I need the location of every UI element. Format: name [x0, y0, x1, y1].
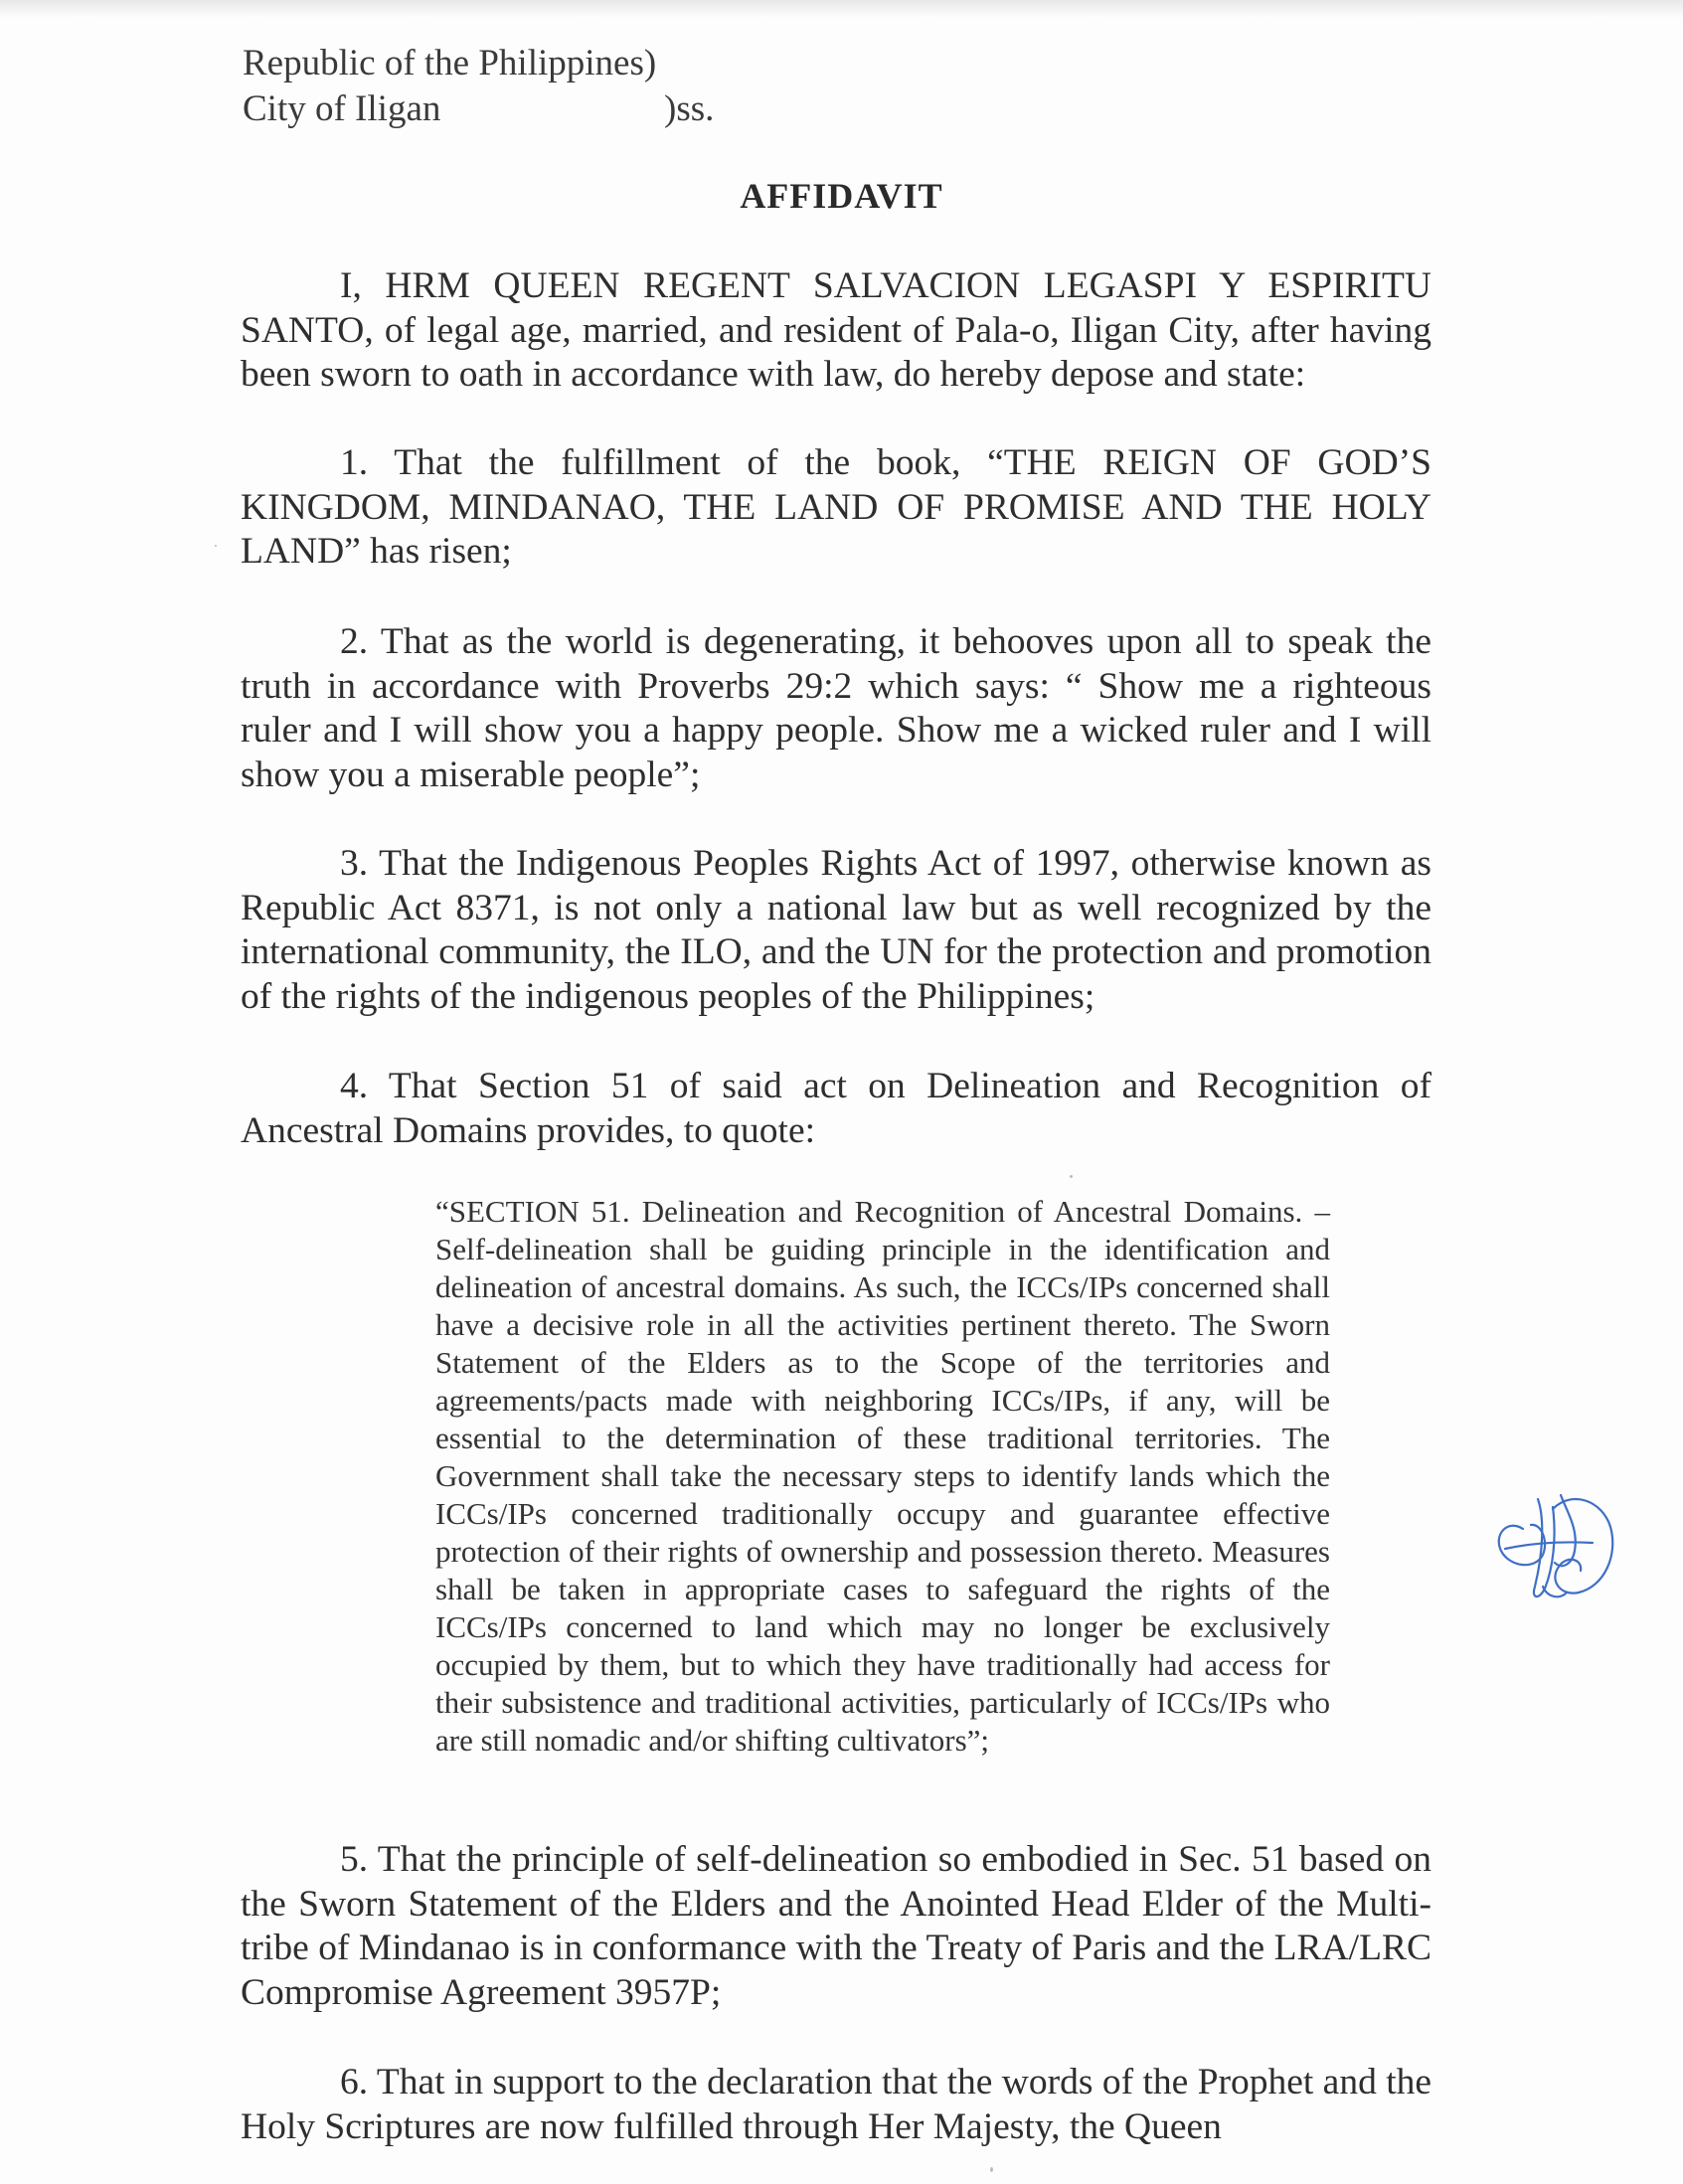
paragraph-5-text: 5. That the principle of self-delineation so embodied in Sec. 51 based on the Sworn Statement of the Elders and the Anointed Head Elder of the Multi-tribe of Mindanao is in conformance with the Treaty of Paris and the LRA/LRC Compromise Agreement 3957P;	[241, 1839, 1431, 2013]
intro-text: I, HRM QUEEN REGENT SALVACION LEGASPI Y ESPIRITU SANTO, of legal age, married, and resident of Pala-o, Iligan City, after having been sworn to oath in accordance with law, do hereby depose and state:	[241, 265, 1431, 395]
signature-mark	[1483, 1459, 1632, 1618]
venue-ss: )ss.	[664, 88, 715, 129]
venue-city: City of Iligan	[243, 88, 441, 129]
paragraph-3	[241, 842, 1431, 1019]
scan-speck	[1070, 1175, 1073, 1178]
paragraph-1-text: 1. That the fulfillment of the book, “THE REIGN OF GOD’S KINGDOM, MINDANAO, THE LAND OF PROMISE AND THE HOLY LAND” has risen;	[241, 442, 1431, 572]
paragraph-4	[241, 1065, 1431, 1153]
venue-republic: Republic of the Philippines)	[243, 43, 657, 84]
scan-speck	[215, 545, 217, 547]
section-51-quote	[435, 1193, 1330, 1760]
section-51-quote-text: “SECTION 51. Delineation and Recognition of Ancestral Domains. – Self-delineation shall be guiding principle in the identification and delineation of ancestral domains. As such, the ICCs/IPs concerned shall have a decisive role in all the activities pertinent thereto. The Sworn Statement of the Elders as to the Scope of the territories and agreements/pacts made with neighboring ICCs/IPs, if any, will be essential to the determination of these traditional territories. The Government shall take the necessary steps to identify lands which the ICCs/IPs concerned traditionally occupy and guarantee effective protection of their rights of ownership and possession thereto. Measures shall be taken in appropriate cases to safeguard the rights of the ICCs/IPs concerned to land which may no longer be exclusively occupied by them, but to which they have traditionally had access for their subsistence and traditional activities, particularly of ICCs/IPs who are still nomadic and/or shifting cultivators”;	[435, 1194, 1330, 1758]
paragraph-5	[241, 1838, 1431, 2015]
paragraph-6	[241, 2061, 1431, 2149]
document-title: AFFIDAVIT	[740, 176, 943, 216]
scan-edge-shadow	[0, 0, 1683, 18]
paragraph-1	[241, 441, 1431, 575]
paragraph-6-text: 6. That in support to the declaration that the words of the Prophet and the Holy Scriptures are now fulfilled through Her Majesty, the Queen	[241, 2062, 1432, 2147]
intro-paragraph	[241, 264, 1431, 398]
paragraph-2-text: 2. That as the world is degenerating, it behooves upon all to speak the truth in accordance with Proverbs 29:2 which says: “ Show me a righteous ruler and I will show you a happy people. Show me a wicked ruler and I will show you a miserable people”;	[241, 621, 1431, 795]
paragraph-3-text: 3. That the Indigenous Peoples Rights Act of 1997, otherwise known as Republic Act 8371, is not only a national law but as well recognized by the international community, the ILO, and the UN for the protection and promotion of the rights of the indigenous peoples of the Philippines;	[241, 843, 1431, 1017]
paragraph-2	[241, 620, 1431, 797]
scan-speck	[990, 2167, 993, 2172]
paragraph-4-text: 4. That Section 51 of said act on Delineation and Recognition of Ancestral Domains provides, to quote:	[241, 1066, 1431, 1151]
